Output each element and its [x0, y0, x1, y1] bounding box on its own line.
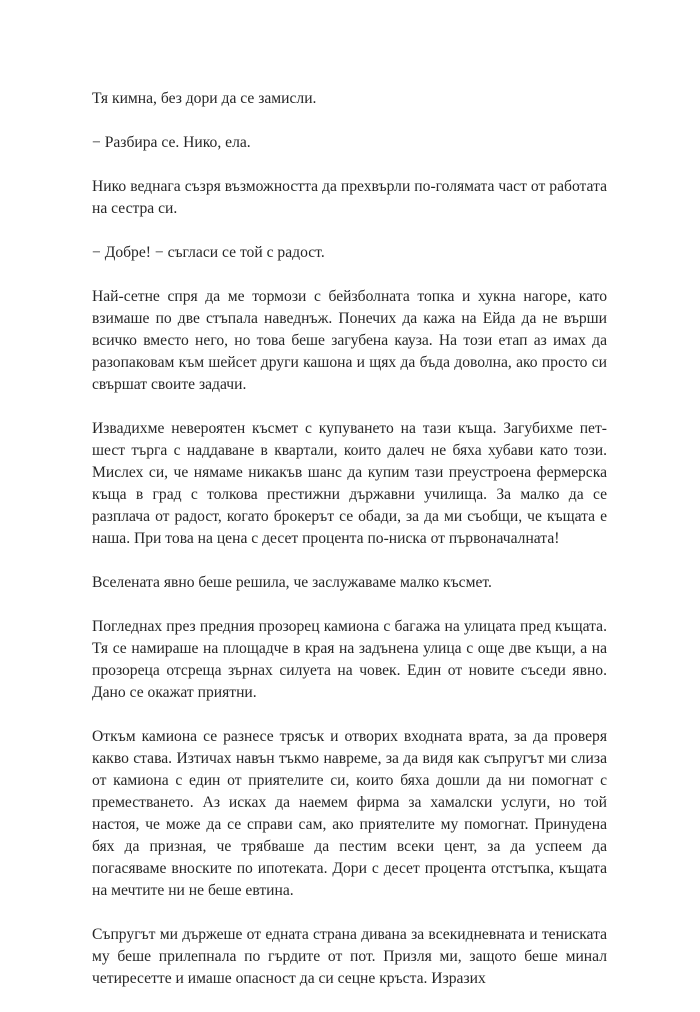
paragraph-8: Погледнах през предния прозорец камиона с багажа на улицата пред къщата. Тя се намираше на площадче в края на задънена улица с още две къщи, а на прозореца отсреща зърнах силуета на човек. Един от новите съседи явно. Дано се окажат приятни. [92, 618, 607, 701]
paragraph-4: − Добре! − съгласи се той с радост. [92, 244, 325, 261]
paragraph-1: Тя кимна, без дори да се замисли. [92, 90, 317, 107]
paragraph-10: Съпругът ми държеше от едната страна дивана за всекидневната и тениската му беше прилепнала по гърдите от пот. Призля ми, защото беше минал четиресетте и имаше опасност да си сецне кръста. Изразих [92, 926, 607, 987]
document-page [92, 88, 607, 1012]
paragraph-2: − Разбира се. Нико, ела. [92, 134, 251, 151]
paragraph-9: Откъм камиона се разнесе трясък и отворих входната врата, за да проверя какво става. Изтичах навън тъкмо навреме, за да видя как съпругът ми слиза от камиона с един от приятелите си, които бяха дошли да ни помогнат с преместването. Аз исках да наемем фирма за хамалски услуги, но той настоя, че може да се справи сам, ако приятелите му помогнат. Принудена бях да призная, че трябваше да пестим всеки цент, за да успеем да погасяваме вноските по ипотеката. Дори с десет процента отстъпка, къщата на мечтите ни не беше евтина. [92, 728, 607, 899]
paragraph-7: Вселената явно беше решила, че заслужаваме малко късмет. [92, 574, 492, 591]
paragraph-3: Нико веднага съзря възможността да прехвърли по-голямата част от работата на сестра си. [92, 178, 607, 217]
paragraph-5: Най-сетне спря да ме тормози с бейзболната топка и хукна нагоре, като взимаше по две стъпала наведнъж. Понечих да кажа на Ейда да не върши всичко вместо него, но това беше загубена кауза. На този етап аз имах да разопаковам към шейсет други кашона и щях да бъда доволна, ако просто си свършат своите задачи. [92, 288, 607, 393]
paragraph-6: Извадихме невероятен късмет с купуването на тази къща. Загубихме пет-шест търга с наддаване в квартали, които далеч не бяха хубави като този. Мислех си, че нямаме никакъв шанс да купим тази преустроена фермерска къща в град с толкова престижни държавни училища. За малко да се разплача от радост, когато брокерът се обади, за да ми съобщи, че къщата е наша. При това на цена с десет процента по-ниска от първоначалната! [92, 420, 607, 547]
